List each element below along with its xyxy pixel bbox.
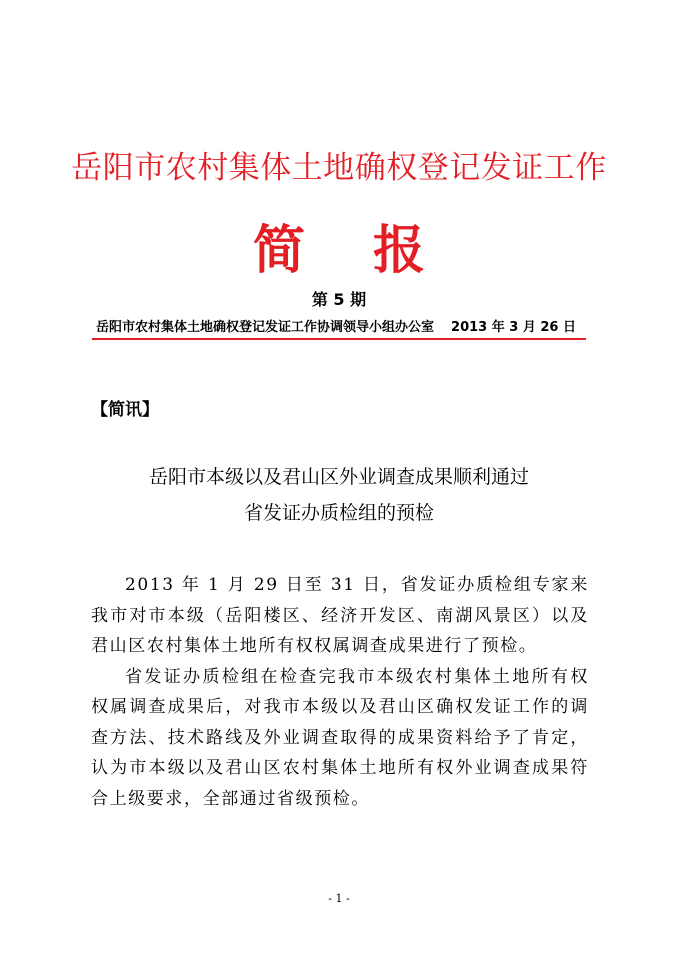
issue-number: 第 5 期: [311, 290, 367, 309]
bulletin-heading-char-1: 简: [252, 221, 305, 281]
article-headline-line-1: 岳阳市本级以及君山区外业调查成果顺利通过: [148, 466, 529, 488]
red-divider: [92, 338, 586, 340]
article-headline-line-2: 省发证办质检组的预检: [243, 502, 434, 524]
article-paragraph: 省发证办质检组在检查完我市本级农村集体土地所有权权属调查成果后，对我市本级以及君山区确权发证工作的调查方法、技术路线及外业调查取得的成果资料给予了肯定，认为市本级以及君山区农村集体土地所有权外业调查成果符合上级要求，全部通过省级预检。: [91, 666, 589, 809]
article-body: [91, 570, 589, 814]
bulletin-heading-char-2: 报: [373, 221, 426, 281]
article-paragraph: 2013 年 1 月 29 日至 31 日，省发证办质检组专家来我市对市本级（岳阳楼区、经济开发区、南湖风景区）以及君山区农村集体土地所有权权属调查成果进行了预检。: [91, 575, 589, 656]
bulletin-heading: [0, 208, 678, 283]
issue-date: 2013 年 3 月 26 日: [451, 320, 576, 335]
section-label: 【简讯】: [91, 400, 159, 420]
issuing-organization: 岳阳市农村集体土地确权登记发证工作协调领导小组办公室: [96, 320, 435, 335]
document-title: 岳阳市农村集体土地确权登记发证工作: [71, 150, 607, 186]
page-number: - 1 -: [328, 892, 350, 905]
